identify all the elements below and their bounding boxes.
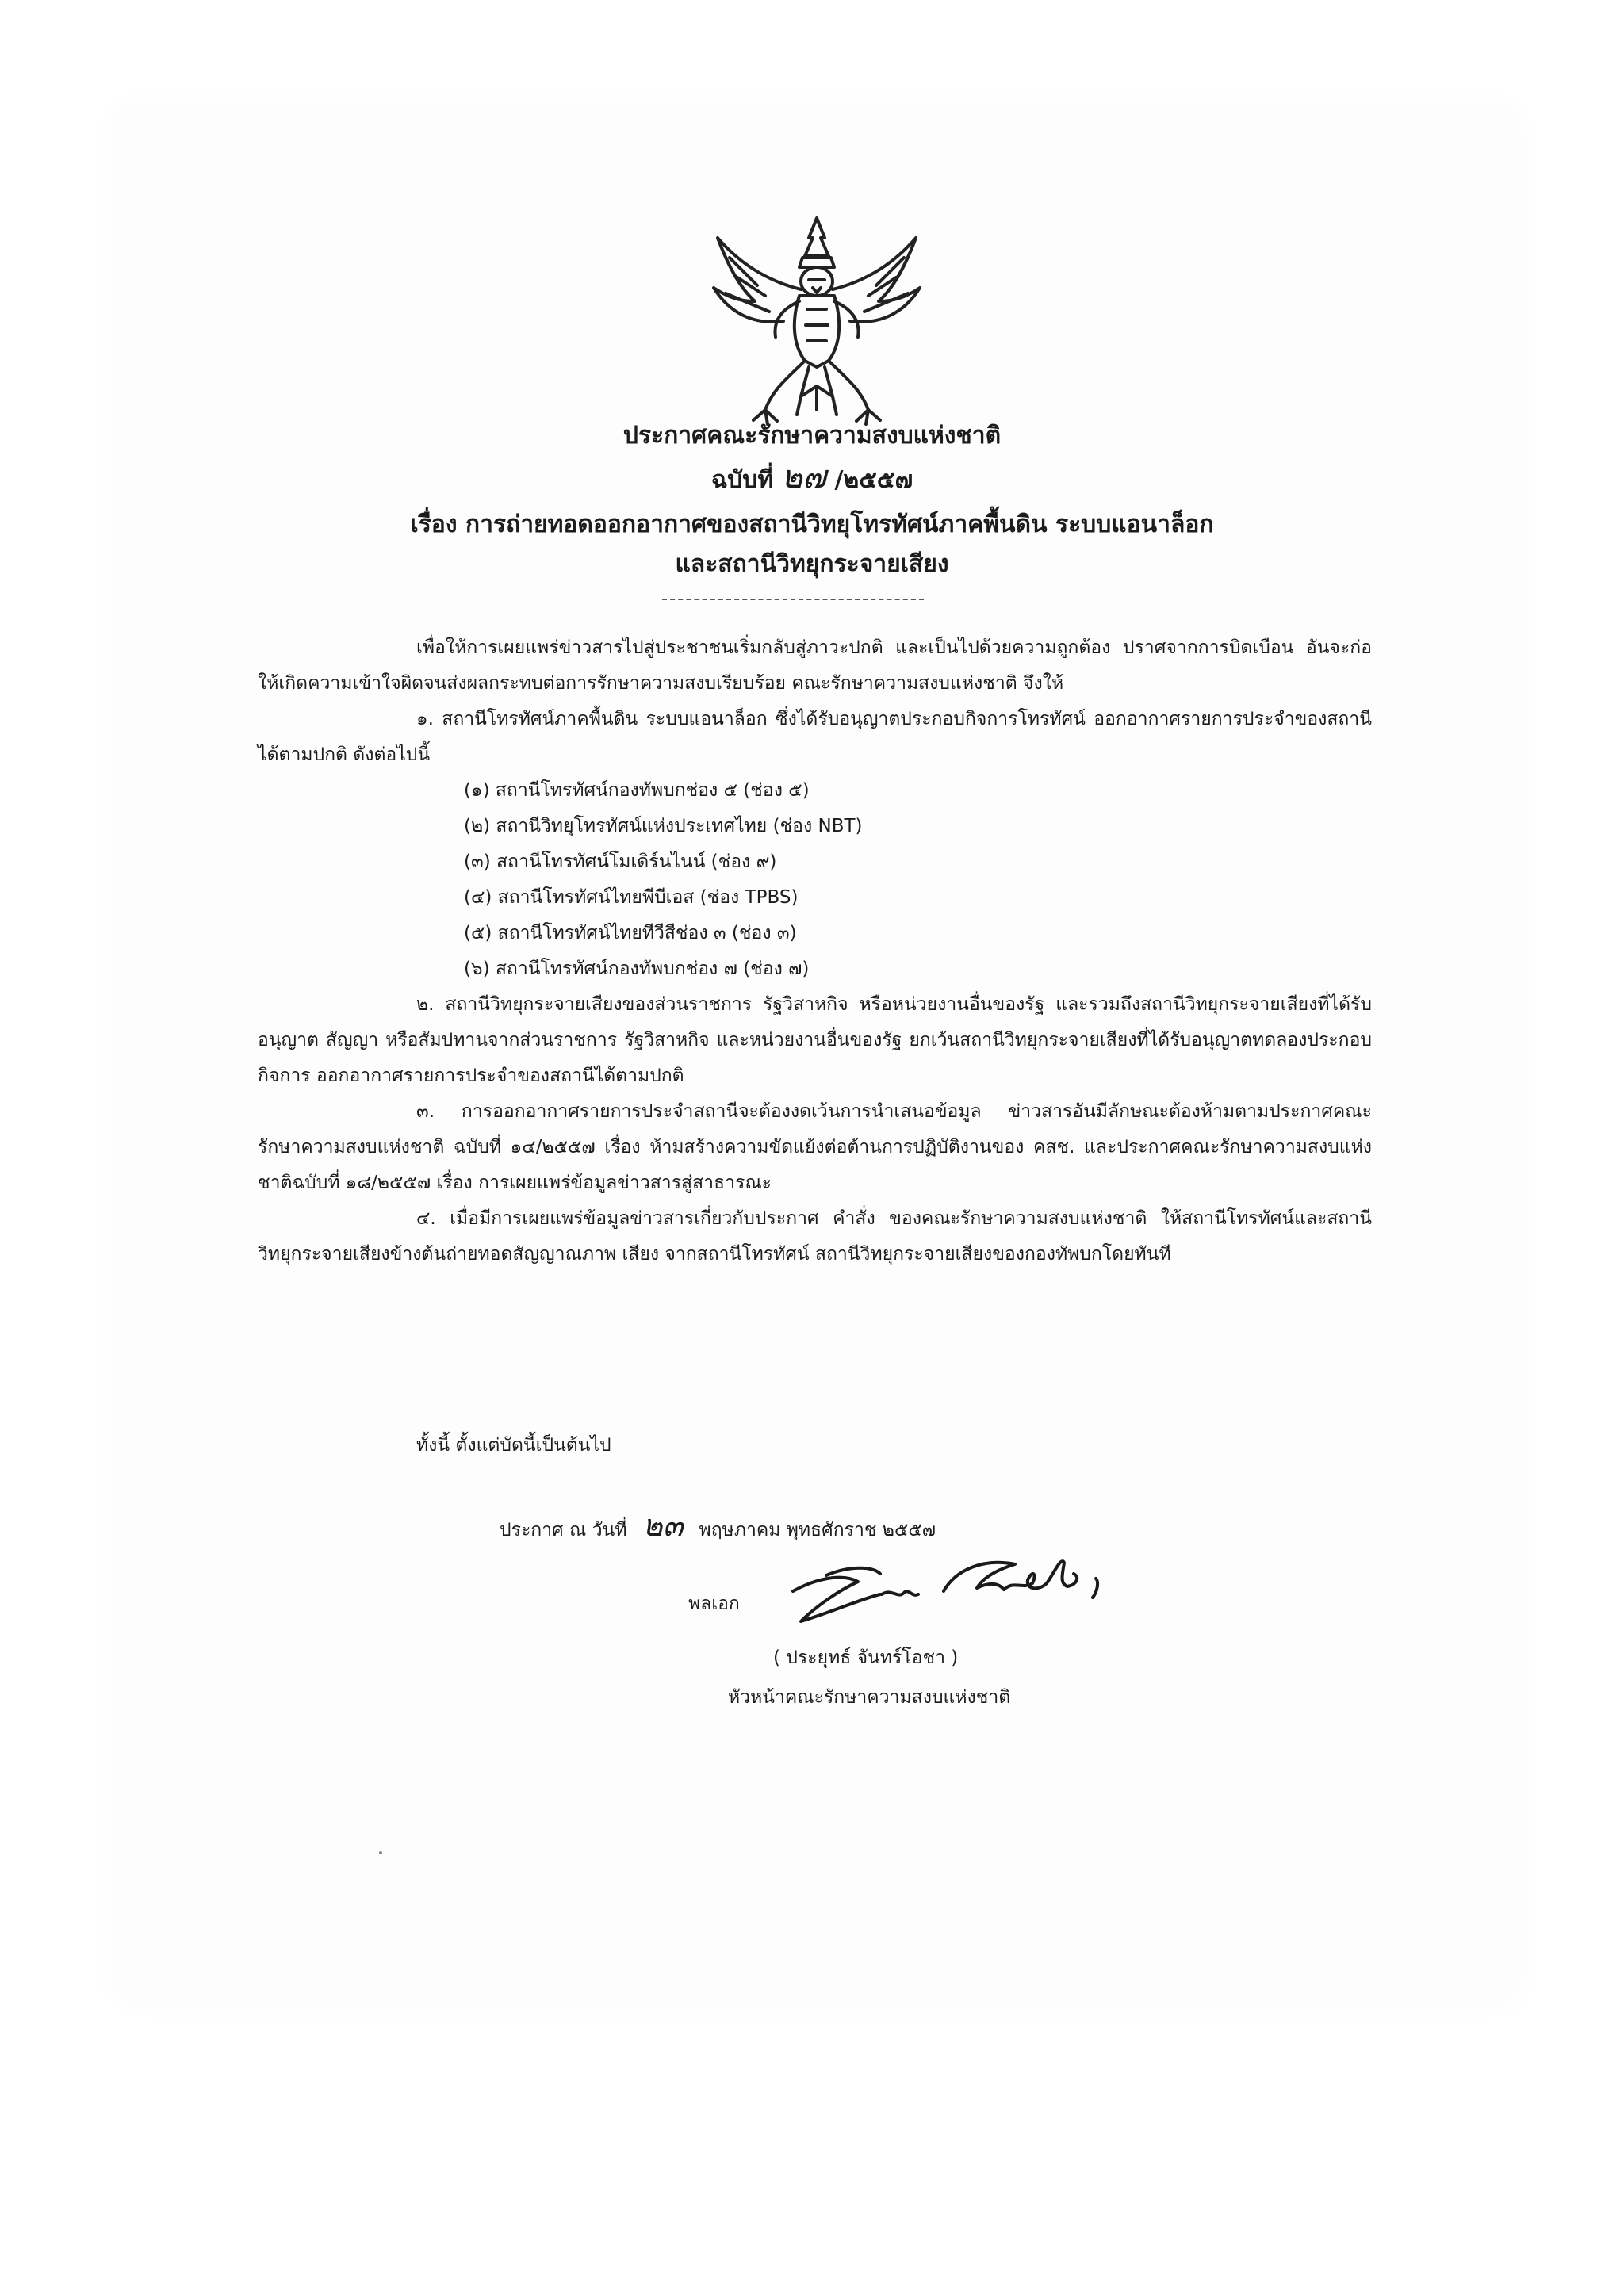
signatory-name: ( ประยุทธ์ จันทร์โอชา ) <box>773 1647 959 1668</box>
signatory-position: หัวหน้าคณะรักษาความสงบแห่งชาติ <box>728 1687 1011 1708</box>
station-item: (๑) สถานีโทรทัศน์กองทัพบกช่อง ๕ (ช่อง ๕) <box>464 780 810 801</box>
station-item: (๔) สถานีโทรทัศน์ไทยพีบีเอส (ช่อง TPBS) <box>464 887 799 908</box>
clause-2: ๒. สถานีวิทยุกระจายเสียงของส่วนราชการ รัฐวิสาหกิจ หรือหน่วยงานอื่นของรัฐ และรวมถึงสถานีวิทยุกระจายเสียงที่ได้รับอนุญาต สัญญา หรือสัมปทานจากส่วนราชการ รัฐวิสาหกิจ และหน่วยงานอื่นของรัฐ ยกเว้นสถานีวิทยุกระจายเสียงที่ได้รับอนุญาตทดลองประกอบกิจการ ออกอากาศรายการประจำของสถานีได้ตามปกติ <box>258 994 1372 1086</box>
date-prefix: ประกาศ ณ วันที่ <box>500 1520 627 1540</box>
number-handwritten: ๒๗ <box>781 459 827 496</box>
date-day-handwritten: ๒๓ <box>642 1508 684 1543</box>
subject-line-2: และสถานีวิทยุกระจายเสียง <box>675 550 949 578</box>
announcement-number <box>0 460 1624 498</box>
intro-paragraph: เพื่อให้การเผยแพร่ข่าวสารไปสู่ประชาชนเริ่มกลับสู่ภาวะปกติ และเป็นไปด้วยความถูกต้อง ปราศจากการบิดเบือน อันจะก่อให้เกิดความเข้าใจผิดจนส่งผลกระทบต่อการรักษาความสงบเรียบร้อย คณะรักษาความสงบแห่งชาติ จึงให้ <box>258 637 1372 694</box>
station-item: (๓) สถานีโทรทัศน์โมเดิร์นไนน์ (ช่อง ๙) <box>464 851 777 872</box>
signature <box>785 1542 1134 1629</box>
clause-3: ๓. การออกอากาศรายการประจำสถานีจะต้องงดเว้นการนำเสนอข้อมูล ข่าวสารอันมีลักษณะต้องห้ามตามประกาศคณะรักษาความสงบแห่งชาติ ฉบับที่ ๑๔/๒๕๕๗ เรื่อง ห้ามสร้างความขัดแย้งต่อต้านการปฏิบัติงานของ คสช. และประกาศคณะรักษาความสงบแห่งชาติฉบับที่ ๑๘/๒๕๕๗ เรื่อง การเผยแพร่ข้อมูลข่าวสารสู่สาธารณะ <box>258 1101 1372 1193</box>
clause-1: ๑. สถานีโทรทัศน์ภาคพื้นดิน ระบบแอนาล็อก ซึ่งได้รับอนุญาตประกอบกิจการโทรทัศน์ ออกอากาศรายการประจำของสถานีได้ตามปกติ ดังต่อไปนี้ <box>258 709 1372 765</box>
clause-4: ๔. เมื่อมีการเผยแพร่ข้อมูลข่าวสารเกี่ยวกับประกาศ คำสั่ง ของคณะรักษาความสงบแห่งชาติ ให้สถานีโทรทัศน์และสถานีวิทยุกระจายเสียงข้างต้นถ่ายทอดสัญญาณภาพ เสียง จากสถานีโทรทัศน์ สถานีวิทยุกระจายเสียงของกองทัพบกโดยทันที <box>258 1208 1372 1265</box>
date-suffix: พฤษภาคม พุทธศักราช ๒๕๕๗ <box>699 1520 936 1540</box>
station-item: (๖) สถานีโทรทัศน์กองทัพบกช่อง ๗ (ช่อง ๗) <box>464 959 810 979</box>
announcement-title: ประกาศคณะรักษาความสงบแห่งชาติ <box>622 422 1002 450</box>
number-suffix: /๒๕๕๗ <box>834 466 914 494</box>
station-item: (๒) สถานีวิทยุโทรทัศน์แห่งประเทศไทย (ช่อง NBT) <box>464 816 863 836</box>
station-item: (๕) สถานีโทรทัศน์ไทยทีวีสีช่อง ๓ (ช่อง ๓) <box>464 923 797 943</box>
scan-speck <box>379 1851 382 1854</box>
rank-label: พลเอก <box>688 1594 740 1614</box>
document-body <box>258 630 1372 1272</box>
number-prefix: ฉบับที่ <box>710 466 774 494</box>
header-divider <box>662 599 924 600</box>
subject-line-1: เรื่อง การถ่ายทอดออกอากาศของสถานีวิทยุโทรทัศน์ภาคพื้นดิน ระบบแอนาล็อก <box>410 511 1214 538</box>
effective-statement: ทั้งนี้ ตั้งแต่บัดนี้เป็นต้นไป <box>416 1435 611 1456</box>
garuda-emblem-icon <box>698 202 936 440</box>
